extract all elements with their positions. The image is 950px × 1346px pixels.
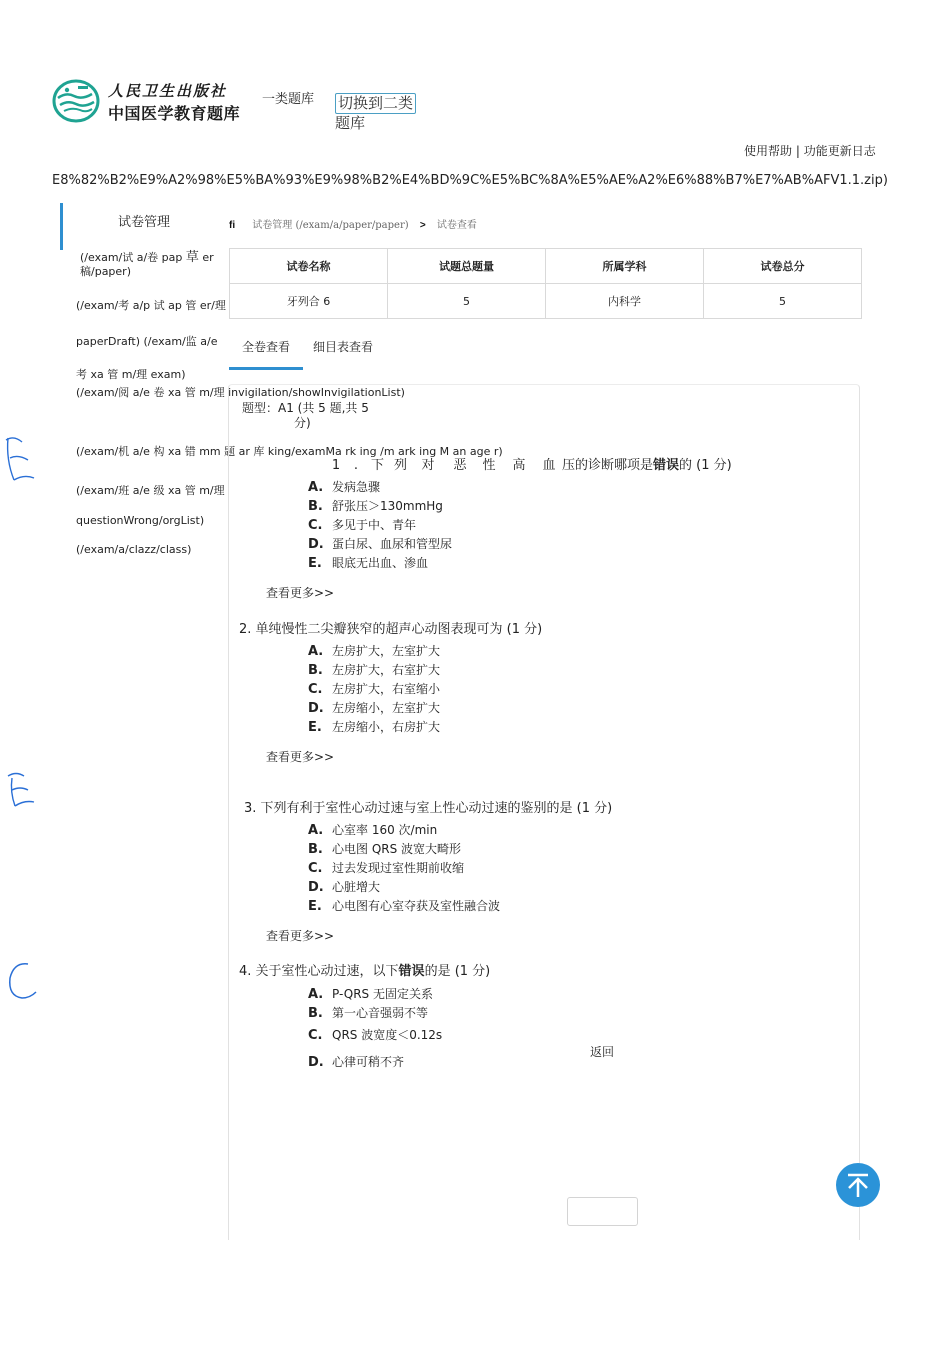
switch-bank-button[interactable]: [335, 93, 427, 133]
pagination-box[interactable]: [567, 1197, 638, 1226]
handwritten-mark-c: [2, 958, 44, 1003]
option-d[interactable]: [308, 535, 452, 552]
table-header: 试卷名称: [230, 249, 388, 284]
breadcrumb: [229, 216, 477, 231]
option-e[interactable]: [308, 897, 500, 914]
option-letter: A.: [308, 480, 324, 495]
scroll-top-button[interactable]: [836, 1163, 880, 1207]
option-b[interactable]: [308, 840, 461, 857]
view-more-link[interactable]: 查看更多>>: [266, 750, 335, 764]
sidebar-title[interactable]: 试卷管理: [118, 215, 171, 230]
view-more-link[interactable]: 查看更多>>: [266, 586, 335, 600]
breadcrumb-current: 试卷查看: [436, 220, 477, 231]
option-letter: D.: [308, 701, 324, 716]
option-c[interactable]: [308, 1026, 442, 1043]
option-a[interactable]: [308, 478, 380, 495]
option-d[interactable]: [308, 1053, 404, 1070]
option-text: 左房扩大，左室扩大: [332, 644, 441, 658]
option-text: 心律可稍不齐: [332, 1055, 405, 1069]
option-letter: E.: [308, 720, 322, 735]
sidebar-item[interactable]: (/exam/考 a/p 试 ap 管 er/理: [76, 299, 226, 312]
help-link[interactable]: 使用帮助: [744, 144, 793, 158]
question-score: 的是 (1 分): [424, 964, 491, 979]
sidebar-item[interactable]: (/exam/阅 a/e 卷 xa 管 m/理 invigilation/showInvigilationList): [76, 386, 405, 399]
product-name: 中国医学教育题库: [108, 104, 241, 123]
question-char: 列: [393, 458, 407, 473]
tab-detail-table[interactable]: 细目表查看: [313, 340, 374, 354]
option-letter: D.: [308, 1055, 324, 1070]
question-score: 的 (1 分): [679, 458, 732, 473]
table-header: 试题总题量: [388, 249, 546, 284]
option-letter: B.: [308, 842, 323, 857]
option-letter: C.: [308, 518, 323, 533]
table-cell: 牙列合 6: [230, 284, 388, 319]
option-text: 左房扩大，右室缩小: [332, 682, 441, 696]
question-char: 对: [421, 458, 435, 473]
option-text: 过去发现过室性期前收缩: [332, 861, 465, 875]
sidebar-item-text: 草: [185, 250, 199, 265]
sidebar-item-text: er: [198, 251, 214, 264]
switch-bank-label-line2: 题库: [335, 114, 366, 132]
breadcrumb-link[interactable]: 试卷管理 (/exam/a/paper/paper): [252, 220, 409, 231]
publisher-name: 人民卫生出版社: [108, 82, 228, 100]
option-text: 发病急骤: [332, 480, 381, 494]
option-text: 左房缩小，左室扩大: [332, 701, 441, 715]
option-letter: A.: [308, 644, 324, 659]
option-text: QRS 波宽度＜0.12s: [332, 1028, 443, 1042]
option-letter: D.: [308, 880, 324, 895]
option-text: 多见于中、青年: [332, 518, 417, 532]
option-text: 心脏增大: [332, 880, 381, 894]
question-char: .: [353, 458, 359, 473]
sidebar-item[interactable]: 考 xa 管 m/理 exam): [76, 368, 186, 381]
sidebar-active-indicator: [60, 203, 63, 250]
sidebar-item[interactable]: paperDraft) (/exam/监 a/e: [76, 335, 218, 348]
question-2-text: 2. 单纯慢性二尖瓣狭窄的超声心动图表现可为 (1 分): [239, 622, 543, 637]
sidebar-item[interactable]: (/exam/a/clazz/class): [76, 543, 192, 556]
handwritten-mark-e: [2, 768, 42, 813]
option-text: 左房缩小，右房扩大: [332, 720, 441, 734]
sidebar-item[interactable]: (/exam/班 a/e 级 xa 管 m/理: [76, 484, 225, 497]
table-cell: 5: [388, 284, 546, 319]
site-logo[interactable]: [52, 78, 242, 124]
option-b[interactable]: [308, 497, 443, 514]
option-letter: C.: [308, 861, 323, 876]
table-header: 所属学科: [546, 249, 704, 284]
option-letter: E.: [308, 899, 322, 914]
link-separator: |: [795, 144, 800, 158]
option-e[interactable]: [308, 554, 428, 571]
table-cell: 内科学: [546, 284, 704, 319]
question-type-line: 分): [294, 416, 311, 430]
question-char: 血: [542, 458, 556, 473]
breadcrumb-home-icon[interactable]: fi: [229, 220, 236, 231]
question-char: 下: [370, 458, 384, 473]
switch-bank-label-line1: 切换到二类: [335, 93, 416, 114]
option-text: 舒张压＞130mmHg: [332, 499, 443, 513]
question-text: 压的诊断哪项是: [562, 458, 654, 473]
breadcrumb-arrow: >: [419, 220, 426, 231]
question-text: 4. 关于室性心动过速，以下: [239, 964, 399, 979]
option-d[interactable]: [308, 878, 380, 895]
question-char: 1: [331, 458, 341, 473]
view-tabs: [229, 334, 860, 370]
option-letter: D.: [308, 537, 324, 552]
option-a[interactable]: [308, 821, 437, 838]
option-letter: C.: [308, 1028, 323, 1043]
table-header-row: [230, 249, 862, 284]
option-letter: B.: [308, 1006, 323, 1021]
option-text: 心电图有心室夺获及室性融合波: [332, 899, 501, 913]
option-c[interactable]: [308, 859, 464, 876]
option-b[interactable]: [308, 1004, 428, 1021]
question-1-text: [326, 454, 732, 473]
sidebar-item[interactable]: (/exam/机 a/e 构 xa 错 mm 题 ar 库 king/examMa rk ing /m ark ing M an age r): [76, 445, 503, 458]
view-more-link[interactable]: 查看更多>>: [266, 929, 335, 943]
option-letter: C.: [308, 682, 323, 697]
option-c[interactable]: [308, 516, 416, 533]
question-char: 高: [512, 458, 526, 473]
option-letter: A.: [308, 987, 324, 1002]
option-e[interactable]: [308, 718, 440, 735]
top-links: [744, 142, 876, 159]
question-emphasis: 错误: [653, 458, 680, 473]
paper-info-table: [229, 248, 862, 319]
changelog-link[interactable]: 功能更新日志: [803, 144, 876, 158]
option-text: 眼底无出血、渗血: [332, 556, 429, 570]
option-text: 第一心音强弱不等: [332, 1006, 429, 1020]
sidebar-item[interactable]: 稿/paper): [80, 265, 131, 278]
option-letter: B.: [308, 499, 323, 514]
question-3-text: 3. 下列有利于室性心动过速与室上性心动过速的鉴别的是 (1 分): [244, 801, 613, 816]
option-text: 心电图 QRS 波宽大畸形: [332, 842, 462, 856]
tab-full-paper[interactable]: 全卷查看: [229, 334, 303, 370]
question-type-line: 题型：A1 (共 5 题,共 5: [242, 401, 369, 415]
question-char: 性: [482, 458, 496, 473]
table-row: [230, 284, 862, 319]
return-link[interactable]: 返回: [590, 1045, 615, 1059]
option-text: 蛋白尿、血尿和管型尿: [332, 537, 453, 551]
question-emphasis: 错误: [398, 964, 425, 979]
table-cell: 5: [704, 284, 862, 319]
option-text: 心室率 160 次/min: [332, 823, 438, 837]
current-bank-label: 一类题库: [262, 92, 315, 107]
option-a[interactable]: [308, 642, 440, 659]
handwritten-mark-e: [0, 430, 45, 490]
sidebar-item[interactable]: questionWrong/orgList): [76, 514, 205, 527]
option-letter: A.: [308, 823, 324, 838]
arrow-up-icon: [836, 1163, 880, 1207]
sidebar-item-text: (/exam/试 a/卷 pap: [80, 251, 186, 264]
question-4-text: [239, 960, 490, 979]
rpph-emblem-icon: [52, 78, 102, 124]
option-letter: B.: [308, 663, 323, 678]
question-type-heading: [242, 401, 369, 431]
option-letter: E.: [308, 556, 322, 571]
download-url-text[interactable]: E8%82%B2%E9%A2%98%E5%BA%93%E9%98%B2%E4%BD%9C%E5%BC%8A%E5%AE%A2%E6%88%B7%E7%AB%AFV1.1.zip): [52, 173, 888, 188]
question-char: 恶: [453, 458, 467, 473]
option-text: 左房扩大，右室扩大: [332, 663, 441, 677]
option-a[interactable]: [308, 985, 433, 1002]
option-b[interactable]: [308, 661, 440, 678]
option-c[interactable]: [308, 680, 440, 697]
option-text: P-QRS 无固定关系: [332, 987, 433, 1001]
table-header: 试卷总分: [704, 249, 862, 284]
option-d[interactable]: [308, 699, 440, 716]
